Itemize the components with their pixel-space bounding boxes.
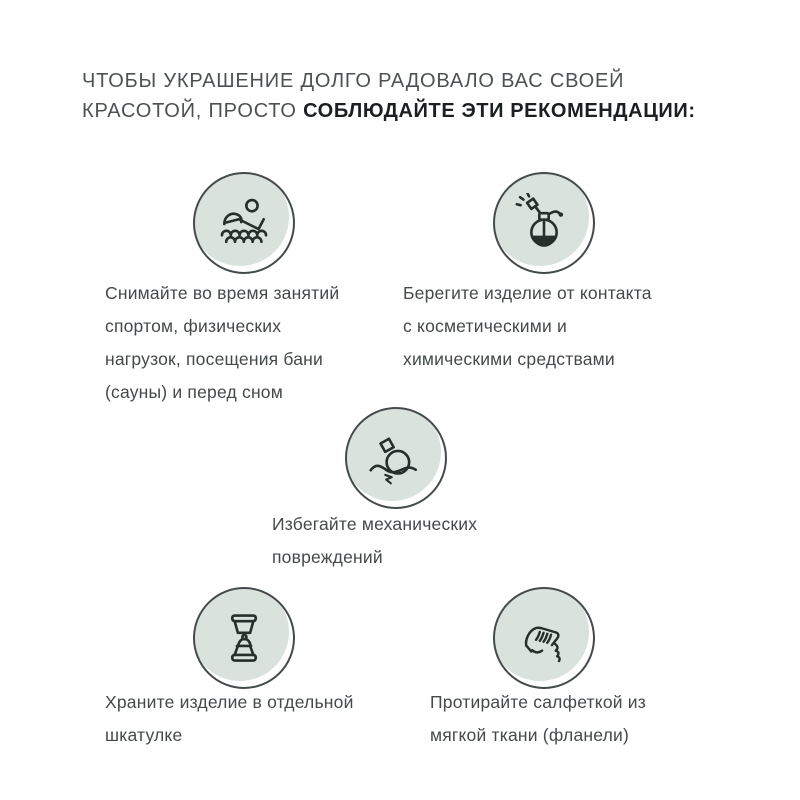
icon-badge-swimming [193,172,295,274]
heading-line1: ЧТОБЫ УКРАШЕНИЕ ДОЛГО РАДОВАЛО ВАС СВОЕЙ [82,70,625,93]
recommendation-text-sport: Снимайте во время занятий спортом, физических нагрузок, посещения бани (сауны) и перед сном [105,283,340,402]
icon-badge-cleaning [493,587,595,689]
heading-line2-regular: КРАСОТОЙ, ПРОСТО [82,99,304,122]
wiping-cloth-hand-icon [514,608,574,668]
jewelry-box-icon [214,608,274,668]
page-heading [82,67,742,126]
icon-badge-storage [193,587,295,689]
perfume-atomizer-icon [514,193,574,253]
recommendation-text-chemicals: Берегите изделие от контакта с косметическими и химическими средствами [403,283,652,369]
scratched-ring-icon [366,428,426,488]
icon-badge-cosmetics [493,172,595,274]
recommendation-text-cleaning: Протирайте салфеткой из мягкой ткани (фланели) [430,692,646,745]
swimmer-icon [214,193,274,253]
recommendation-text-damage: Избегайте механических повреждений [272,514,478,567]
icon-badge-mechanical-damage [345,407,447,509]
heading-line2-bold: СОБЛЮДАЙТЕ ЭТИ РЕКОМЕНДАЦИИ: [303,99,696,122]
recommendation-text-storage: Храните изделие в отдельной шкатулке [105,692,354,745]
